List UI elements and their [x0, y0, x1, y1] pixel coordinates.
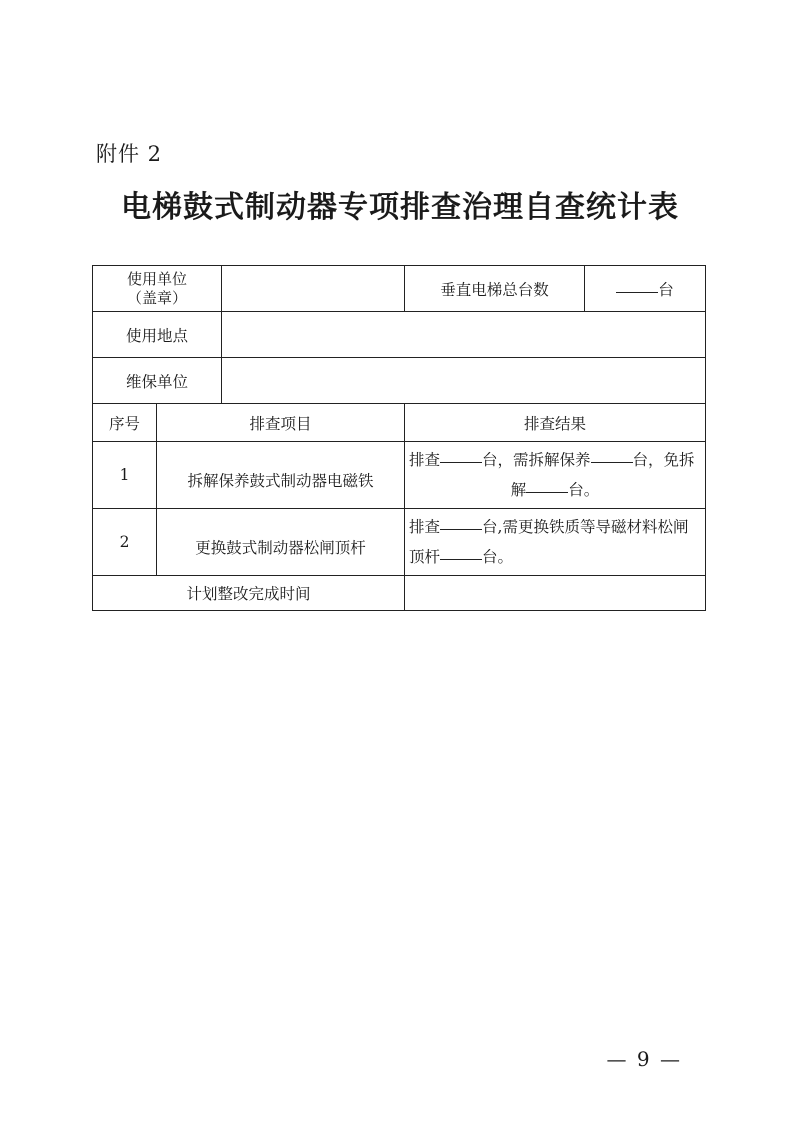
use-location-label: 使用地点: [93, 312, 222, 358]
user-unit-label-line2: （盖章）: [127, 288, 188, 307]
maintenance-unit-label: 维保单位: [93, 358, 222, 404]
user-unit-row: [93, 266, 706, 312]
result-text: 台。: [568, 481, 600, 499]
maintain-count-blank[interactable]: [591, 461, 633, 463]
total-unit: 台: [658, 280, 674, 299]
result-text: 台，需拆解保养: [482, 451, 591, 469]
result-text: 台，免拆: [632, 451, 695, 469]
total-count-blank[interactable]: [616, 291, 658, 293]
replace-count-blank[interactable]: [440, 558, 482, 560]
column-header-result: 排查结果: [405, 404, 706, 442]
exempt-count-blank[interactable]: [526, 491, 568, 493]
completion-time-row: [93, 576, 706, 611]
completion-time-field[interactable]: [405, 576, 706, 611]
inspected-count-blank[interactable]: [440, 528, 482, 530]
column-header-row: [93, 404, 706, 442]
user-unit-field[interactable]: [222, 266, 405, 312]
user-unit-label-line1: 使用单位: [127, 269, 188, 288]
row-item: 更换鼓式制动器松闸顶杆: [157, 509, 405, 576]
table-row: [93, 442, 706, 509]
attachment-label: 附件 2: [96, 142, 163, 166]
column-header-seq: 序号: [93, 404, 157, 442]
user-unit-label: [93, 266, 222, 312]
self-check-table: [92, 265, 706, 611]
row-seq: 1: [93, 442, 157, 509]
page-title: 电梯鼓式制动器专项排查治理自查统计表: [121, 190, 679, 225]
row-seq: 2: [93, 509, 157, 576]
vertical-elevator-total-label: 垂直电梯总台数: [405, 266, 585, 312]
row-result: [405, 509, 706, 576]
result-text: 顶杆: [409, 548, 441, 566]
completion-time-label: 计划整改完成时间: [93, 576, 405, 611]
result-text: 排查: [409, 451, 441, 469]
column-header-item: 排查项目: [157, 404, 405, 442]
vertical-elevator-total-field[interactable]: [585, 266, 706, 312]
use-location-field[interactable]: [222, 312, 706, 358]
inspected-count-blank[interactable]: [440, 461, 482, 463]
result-text: 排查: [409, 518, 441, 536]
maintenance-unit-row: [93, 358, 706, 404]
result-text: 台。: [482, 548, 514, 566]
result-line2: [409, 475, 701, 505]
result-text: 台,需更换铁质等导磁材料松闸: [482, 518, 689, 536]
result-text: 解: [510, 481, 527, 499]
row-result: [405, 442, 706, 509]
page-number: — 9 —: [606, 1047, 682, 1071]
maintenance-unit-field[interactable]: [222, 358, 706, 404]
table-row: [93, 509, 706, 576]
use-location-row: [93, 312, 706, 358]
row-item: 拆解保养鼓式制动器电磁铁: [157, 442, 405, 509]
